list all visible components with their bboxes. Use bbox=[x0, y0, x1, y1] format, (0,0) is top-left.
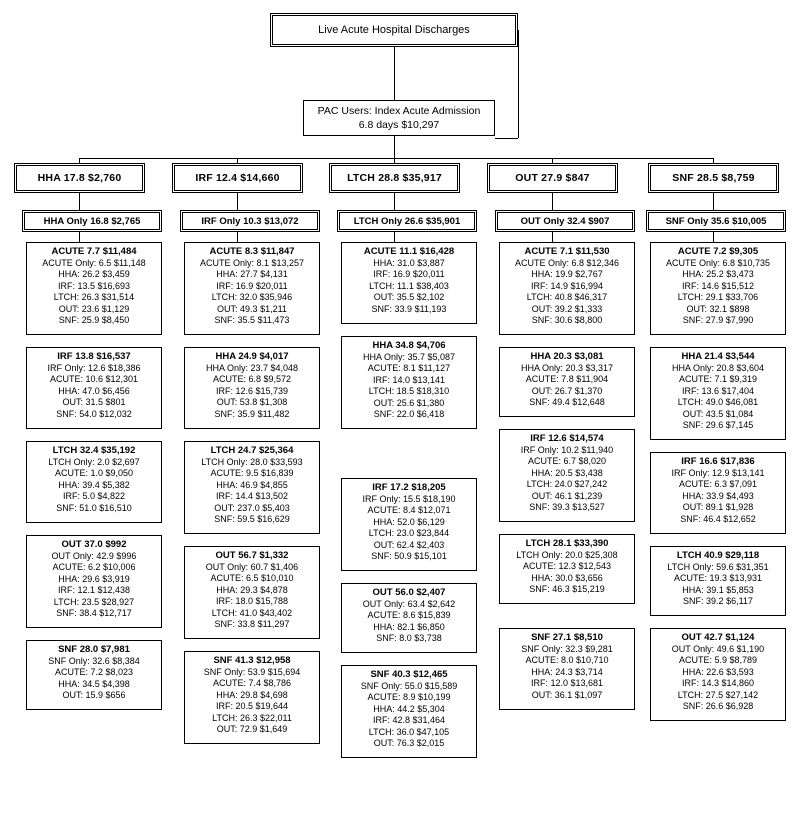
card-line: HHA: 19.9 $2,767 bbox=[531, 269, 603, 280]
card-line: ACUTE: 7.4 $8,786 bbox=[212, 678, 292, 689]
card-line: SNF: 27.9 $7,990 bbox=[682, 315, 754, 326]
card-header: HHA 21.4 $3,544 bbox=[681, 351, 755, 362]
setting-header-ltch-label: LTCH 28.8 $35,917 bbox=[347, 172, 442, 184]
card-line: IRF: 42.8 $31,464 bbox=[372, 715, 446, 726]
card-irf-snf bbox=[184, 651, 320, 744]
card-line: HHA: 39.1 $5,853 bbox=[682, 584, 754, 595]
card-line: ACUTE: 10.6 $12,301 bbox=[49, 374, 139, 385]
card-line: HHA: 22.6 $3,593 bbox=[682, 666, 754, 677]
card-line: IRF: 18.0 $15,788 bbox=[215, 596, 289, 607]
card-line: ACUTE: 5.9 $8,789 bbox=[678, 655, 758, 666]
card-header: ACUTE 7.1 $11,530 bbox=[524, 246, 610, 257]
card-line: SNF: 35.9 $11,482 bbox=[214, 408, 290, 419]
connector-ltch-only-cards bbox=[394, 232, 395, 242]
connector-out-only-cards bbox=[552, 232, 553, 242]
setting-header-hha-label: HHA 17.8 $2,760 bbox=[37, 172, 122, 184]
card-line: ACUTE: 8.0 $10,710 bbox=[525, 655, 609, 666]
card-line: LTCH Only: 28.0 $33,593 bbox=[201, 457, 303, 467]
card-line: ACUTE: 6.7 $8,020 bbox=[527, 456, 607, 467]
card-line: SNF: 50.9 $15,101 bbox=[371, 551, 447, 562]
card-header: HHA 24.9 $4,017 bbox=[215, 351, 289, 362]
card-line: HHA: 52.0 $6,129 bbox=[373, 516, 445, 527]
card-line: IRF Only: 12.6 $18,386 bbox=[47, 363, 141, 373]
card-line: HHA: 47.0 $6,456 bbox=[58, 385, 130, 396]
card-hha-acute bbox=[26, 242, 162, 335]
setting-header-snf-label: SNF 28.5 $8,759 bbox=[672, 172, 755, 184]
connector-top-right-vert bbox=[518, 30, 519, 138]
card-line: OUT Only: 49.6 $1,190 bbox=[671, 644, 765, 654]
card-line: SNF: 22.0 $6,418 bbox=[373, 409, 445, 420]
card-line: ACUTE Only: 6.5 $11,148 bbox=[42, 258, 146, 268]
card-line: SNF: 49.4 $12,648 bbox=[529, 397, 605, 408]
card-line: HHA: 29.3 $4,878 bbox=[216, 584, 288, 595]
card-line: LTCH Only: 59.6 $31,351 bbox=[667, 562, 769, 572]
card-line: LTCH: 23.5 $28,927 bbox=[53, 596, 135, 607]
connector-hha-only-cards bbox=[79, 232, 80, 242]
card-line: LTCH: 29.1 $33,706 bbox=[677, 292, 759, 303]
card-line: IRF: 14.6 $15,512 bbox=[681, 280, 755, 291]
card-ltch-out bbox=[341, 583, 477, 653]
card-line: ACUTE: 8.9 $10,199 bbox=[367, 692, 451, 703]
card-line: OUT: 62.4 $2,403 bbox=[373, 539, 445, 550]
card-header: ACUTE 11.1 $16,428 bbox=[363, 246, 455, 257]
card-hha-irf bbox=[26, 347, 162, 429]
setting-header-irf-label: IRF 12.4 $14,660 bbox=[195, 172, 280, 184]
card-line: SNF: 46.4 $12,652 bbox=[680, 513, 756, 524]
card-line: SNF: 8.0 $3,738 bbox=[376, 633, 442, 644]
card-line: OUT Only: 63.4 $2,642 bbox=[362, 599, 456, 609]
card-line: ACUTE: 6.2 $10,006 bbox=[52, 562, 136, 573]
card-line: IRF: 5.0 $4,822 bbox=[62, 491, 126, 502]
card-header: ACUTE 8.3 $11,847 bbox=[209, 246, 295, 257]
pac-line-2: 6.8 days $10,297 bbox=[358, 119, 440, 131]
card-line: IRF: 13.6 $17,404 bbox=[681, 385, 755, 396]
card-line: ACUTE Only: 6.8 $10,735 bbox=[665, 258, 771, 268]
card-line: OUT: 36.1 $1,097 bbox=[531, 689, 603, 700]
card-irf-hha bbox=[184, 347, 320, 429]
card-line: OUT: 25.6 $1,380 bbox=[373, 397, 445, 408]
card-header: SNF 28.0 $7,981 bbox=[58, 644, 130, 655]
setting-header-ltch[interactable] bbox=[329, 163, 460, 193]
card-line: ACUTE: 7.8 $11,904 bbox=[525, 374, 609, 385]
connector-hha-head-only bbox=[79, 193, 80, 210]
card-line: SNF: 39.2 $6,117 bbox=[683, 596, 753, 607]
only-header-hha[interactable] bbox=[22, 210, 162, 232]
card-snf-ltch bbox=[650, 546, 786, 616]
connector-irf-head-only bbox=[237, 193, 238, 210]
card-line: HHA: 39.4 $5,382 bbox=[58, 479, 130, 490]
card-line: HHA Only: 23.7 $4,048 bbox=[205, 363, 299, 373]
card-header: HHA 20.3 $3,081 bbox=[530, 351, 604, 362]
node-live-acute-hospital-discharges bbox=[270, 13, 518, 47]
card-header: LTCH 32.4 $35,192 bbox=[52, 445, 136, 456]
card-line: ACUTE: 7.2 $8,023 bbox=[54, 667, 134, 678]
card-hha-out bbox=[26, 535, 162, 628]
card-line: SNF: 26.6 $6,928 bbox=[682, 701, 754, 712]
card-line: HHA: 24.3 $3,714 bbox=[531, 666, 603, 677]
card-line: HHA: 44.2 $5,304 bbox=[373, 703, 445, 714]
card-header: OUT 56.0 $2,407 bbox=[372, 587, 446, 598]
card-line: LTCH: 23.0 $23,844 bbox=[368, 528, 450, 539]
card-line: OUT: 53.8 $1,308 bbox=[216, 397, 288, 408]
card-line: LTCH Only: 2.0 $2,697 bbox=[48, 457, 140, 467]
only-header-snf-label: SNF Only 35.6 $10,005 bbox=[665, 215, 767, 227]
card-line: LTCH: 41.0 $43,402 bbox=[211, 607, 293, 618]
setting-header-out-label: OUT 27.9 $847 bbox=[515, 172, 590, 184]
card-out-acute bbox=[499, 242, 635, 335]
card-line: LTCH: 40.8 $46,317 bbox=[526, 292, 608, 303]
setting-header-out[interactable] bbox=[487, 163, 618, 193]
card-line: HHA: 25.2 $3,473 bbox=[682, 269, 754, 280]
card-line: SNF Only: 55.0 $15,589 bbox=[360, 681, 458, 691]
card-line: SNF: 59.5 $16,629 bbox=[214, 514, 290, 525]
card-line: IRF: 16.9 $20,011 bbox=[373, 269, 445, 280]
card-line: OUT: 46.1 $1,239 bbox=[531, 490, 603, 501]
card-line: IRF: 13.5 $16,693 bbox=[57, 280, 131, 291]
card-header: OUT 42.7 $1,124 bbox=[681, 632, 755, 643]
card-header: ACUTE 7.2 $9,305 bbox=[677, 246, 759, 257]
card-line: SNF: 46.3 $15,219 bbox=[529, 584, 605, 595]
card-line: ACUTE Only: 6.8 $12,346 bbox=[514, 258, 620, 268]
card-irf-ltch bbox=[184, 441, 320, 534]
card-snf-out bbox=[650, 628, 786, 721]
card-line: OUT: 89.1 $1,928 bbox=[682, 502, 754, 513]
card-line: IRF: 12.6 $15,739 bbox=[215, 385, 289, 396]
connector-snf-only-cards bbox=[713, 232, 714, 242]
connector-irf-only-cards bbox=[237, 232, 238, 242]
card-line: SNF: 25.9 $8,450 bbox=[58, 315, 130, 326]
card-line: ACUTE: 8.1 $11,127 bbox=[367, 363, 451, 374]
card-line: LTCH Only: 20.0 $25,308 bbox=[516, 550, 618, 560]
setting-header-snf[interactable] bbox=[648, 163, 779, 193]
card-header: LTCH 28.1 $33,390 bbox=[525, 538, 609, 549]
card-line: HHA Only: 35.7 $5,087 bbox=[362, 352, 456, 362]
card-line: ACUTE: 19.3 $13,931 bbox=[673, 573, 763, 584]
only-header-hha-label: HHA Only 16.8 $2,765 bbox=[43, 215, 141, 227]
card-line: LTCH: 49.0 $46,081 bbox=[677, 397, 759, 408]
card-header: IRF 17.2 $18,205 bbox=[372, 482, 446, 493]
card-line: OUT: 49.3 $1,211 bbox=[217, 303, 287, 314]
card-line: LTCH: 26.3 $31,514 bbox=[53, 292, 135, 303]
card-line: HHA: 34.5 $4,398 bbox=[58, 678, 130, 689]
only-header-ltch[interactable] bbox=[337, 210, 477, 232]
card-header: IRF 13.8 $16,537 bbox=[57, 351, 131, 362]
connector-pac-to-right bbox=[495, 138, 518, 139]
card-line: HHA Only: 20.8 $3,604 bbox=[671, 363, 765, 373]
card-line: OUT Only: 42.9 $996 bbox=[51, 551, 137, 561]
only-header-irf[interactable] bbox=[180, 210, 320, 232]
card-line: OUT: 39.2 $1,333 bbox=[531, 303, 603, 314]
only-header-snf[interactable] bbox=[646, 210, 786, 232]
card-line: IRF: 12.1 $12,438 bbox=[57, 585, 131, 596]
card-header: LTCH 40.9 $29,118 bbox=[676, 550, 760, 561]
card-line: ACUTE: 8.6 $15,839 bbox=[367, 610, 451, 621]
card-hha-snf bbox=[26, 640, 162, 710]
card-line: IRF: 14.3 $14,860 bbox=[681, 678, 755, 689]
node-pac-users bbox=[303, 100, 495, 136]
card-header: SNF 40.3 $12,465 bbox=[370, 669, 448, 680]
only-header-irf-label: IRF Only 10.3 $13,072 bbox=[201, 215, 299, 227]
connector-out-head-only bbox=[552, 193, 553, 210]
card-ltch-acute bbox=[341, 242, 477, 324]
card-line: ACUTE: 8.4 $12,071 bbox=[367, 505, 451, 516]
card-line: OUT: 72.9 $1,649 bbox=[216, 724, 288, 735]
card-line: IRF: 16.9 $20,011 bbox=[216, 280, 288, 291]
card-line: HHA: 33.9 $4,493 bbox=[682, 490, 754, 501]
card-out-hha bbox=[499, 347, 635, 417]
card-ltch-irf bbox=[341, 478, 477, 571]
card-line: SNF: 29.6 $7,145 bbox=[682, 420, 754, 431]
card-line: ACUTE: 7.1 $9,319 bbox=[678, 374, 758, 385]
card-line: SNF Only: 53.9 $15,694 bbox=[203, 667, 301, 677]
card-out-ltch bbox=[499, 534, 635, 604]
card-line: HHA: 29.8 $4,698 bbox=[216, 689, 288, 700]
card-line: LTCH: 32.0 $35,946 bbox=[211, 292, 293, 303]
card-line: HHA: 46.9 $4,855 bbox=[216, 479, 288, 490]
card-line: LTCH: 27.5 $27,142 bbox=[677, 689, 759, 700]
card-line: SNF: 33.8 $11,297 bbox=[214, 619, 290, 630]
card-line: HHA: 20.5 $3,438 bbox=[531, 467, 603, 478]
card-ltch-hha bbox=[341, 336, 477, 429]
node-title: Live Acute Hospital Discharges bbox=[318, 24, 470, 36]
card-snf-hha bbox=[650, 347, 786, 440]
card-line: SNF Only: 32.3 $9,281 bbox=[521, 644, 613, 654]
card-line: IRF: 14.0 $13,141 bbox=[372, 374, 446, 385]
card-line: ACUTE Only: 8.1 $13,257 bbox=[199, 258, 305, 268]
only-header-out[interactable] bbox=[495, 210, 635, 232]
card-line: SNF: 30.6 $8,800 bbox=[531, 315, 603, 326]
card-line: IRF: 20.5 $19,644 bbox=[215, 701, 289, 712]
card-line: LTCH: 24.0 $27,242 bbox=[526, 479, 608, 490]
card-header: LTCH 24.7 $25,364 bbox=[210, 445, 294, 456]
card-line: SNF: 38.4 $12,717 bbox=[56, 608, 132, 619]
card-hha-ltch bbox=[26, 441, 162, 523]
card-header: IRF 16.6 $17,836 bbox=[681, 456, 755, 467]
connector-ltch-head-only bbox=[394, 193, 395, 210]
card-line: ACUTE: 6.3 $7,091 bbox=[678, 479, 758, 490]
card-line: HHA: 29.6 $3,919 bbox=[58, 573, 130, 584]
card-line: HHA: 27.7 $4,131 bbox=[216, 269, 288, 280]
card-line: OUT: 237.0 $5,403 bbox=[214, 502, 290, 513]
card-line: OUT: 43.5 $1,084 bbox=[682, 408, 754, 419]
card-snf-irf bbox=[650, 452, 786, 534]
card-line: IRF: 14.9 $16,994 bbox=[530, 280, 604, 291]
card-line: OUT: 32.1 $898 bbox=[686, 303, 750, 314]
card-line: ACUTE: 9.5 $16,839 bbox=[210, 468, 294, 479]
card-line: IRF: 12.0 $13,681 bbox=[530, 678, 604, 689]
only-header-out-label: OUT Only 32.4 $907 bbox=[520, 215, 610, 227]
card-header: OUT 56.7 $1,332 bbox=[215, 550, 289, 561]
card-line: IRF Only: 12.9 $13,141 bbox=[671, 468, 765, 478]
card-irf-out bbox=[184, 546, 320, 639]
card-line: SNF: 39.3 $13,527 bbox=[529, 502, 605, 513]
card-line: OUT: 26.7 $1,370 bbox=[531, 385, 603, 396]
card-line: IRF Only: 15.5 $18,190 bbox=[362, 494, 456, 504]
card-line: HHA Only: 20.3 $3,317 bbox=[520, 363, 614, 373]
setting-header-hha[interactable] bbox=[14, 163, 145, 193]
pac-line-1: PAC Users: Index Acute Admission bbox=[317, 105, 481, 117]
card-line: OUT: 31.5 $801 bbox=[62, 397, 126, 408]
card-ltch-snf bbox=[341, 665, 477, 758]
card-header: SNF 27.1 $8,510 bbox=[531, 632, 603, 643]
card-line: HHA: 31.0 $3,887 bbox=[373, 258, 445, 268]
connector-bus bbox=[79, 158, 713, 159]
card-line: SNF: 54.0 $12,032 bbox=[56, 408, 132, 419]
card-line: HHA: 26.2 $3,459 bbox=[58, 269, 130, 280]
card-header: HHA 34.8 $4,706 bbox=[372, 340, 446, 351]
card-line: SNF: 33.9 $11,193 bbox=[371, 303, 447, 314]
card-line: LTCH: 11.1 $38,403 bbox=[369, 280, 449, 291]
card-line: OUT: 15.9 $656 bbox=[62, 690, 126, 701]
card-header: OUT 37.0 $992 bbox=[61, 539, 127, 550]
card-header: SNF 41.3 $12,958 bbox=[213, 655, 291, 666]
card-irf-acute bbox=[184, 242, 320, 335]
card-line: SNF: 51.0 $16,510 bbox=[56, 502, 132, 513]
card-line: HHA: 82.1 $6,850 bbox=[373, 621, 445, 632]
card-line: LTCH: 18.5 $18,310 bbox=[368, 386, 450, 397]
card-line: HHA: 30.0 $3,656 bbox=[531, 572, 603, 583]
card-line: OUT: 23.6 $1,129 bbox=[58, 303, 130, 314]
only-header-ltch-label: LTCH Only 26.6 $35,901 bbox=[353, 215, 461, 227]
card-line: ACUTE: 12.3 $12,543 bbox=[522, 561, 612, 572]
card-header: IRF 12.6 $14,574 bbox=[530, 433, 604, 444]
connector-top-to-pac bbox=[394, 47, 395, 100]
card-line: ACUTE: 6.5 $10,010 bbox=[210, 573, 294, 584]
card-line: ACUTE: 6.8 $9,572 bbox=[212, 374, 292, 385]
card-line: SNF Only: 32.6 $8,384 bbox=[48, 656, 140, 666]
card-line: ACUTE: 1.0 $9,050 bbox=[54, 468, 134, 479]
connector-pac-down bbox=[394, 136, 395, 158]
card-line: OUT: 76.3 $2,015 bbox=[373, 738, 445, 749]
card-line: IRF: 14.4 $13,502 bbox=[215, 491, 289, 502]
setting-header-irf[interactable] bbox=[172, 163, 303, 193]
card-line: LTCH: 26.3 $22,011 bbox=[212, 712, 292, 723]
card-out-irf bbox=[499, 429, 635, 522]
connector-snf-head-only bbox=[713, 193, 714, 210]
card-line: SNF: 35.5 $11,473 bbox=[214, 315, 290, 326]
card-line: IRF Only: 10.2 $11,940 bbox=[520, 445, 614, 455]
card-line: OUT Only: 60.7 $1,406 bbox=[205, 562, 299, 572]
card-header: ACUTE 7.7 $11,484 bbox=[51, 246, 137, 257]
card-out-snf bbox=[499, 628, 635, 710]
card-line: LTCH: 36.0 $47,105 bbox=[368, 726, 450, 737]
card-line: OUT: 35.5 $2,102 bbox=[373, 292, 445, 303]
card-snf-acute bbox=[650, 242, 786, 335]
